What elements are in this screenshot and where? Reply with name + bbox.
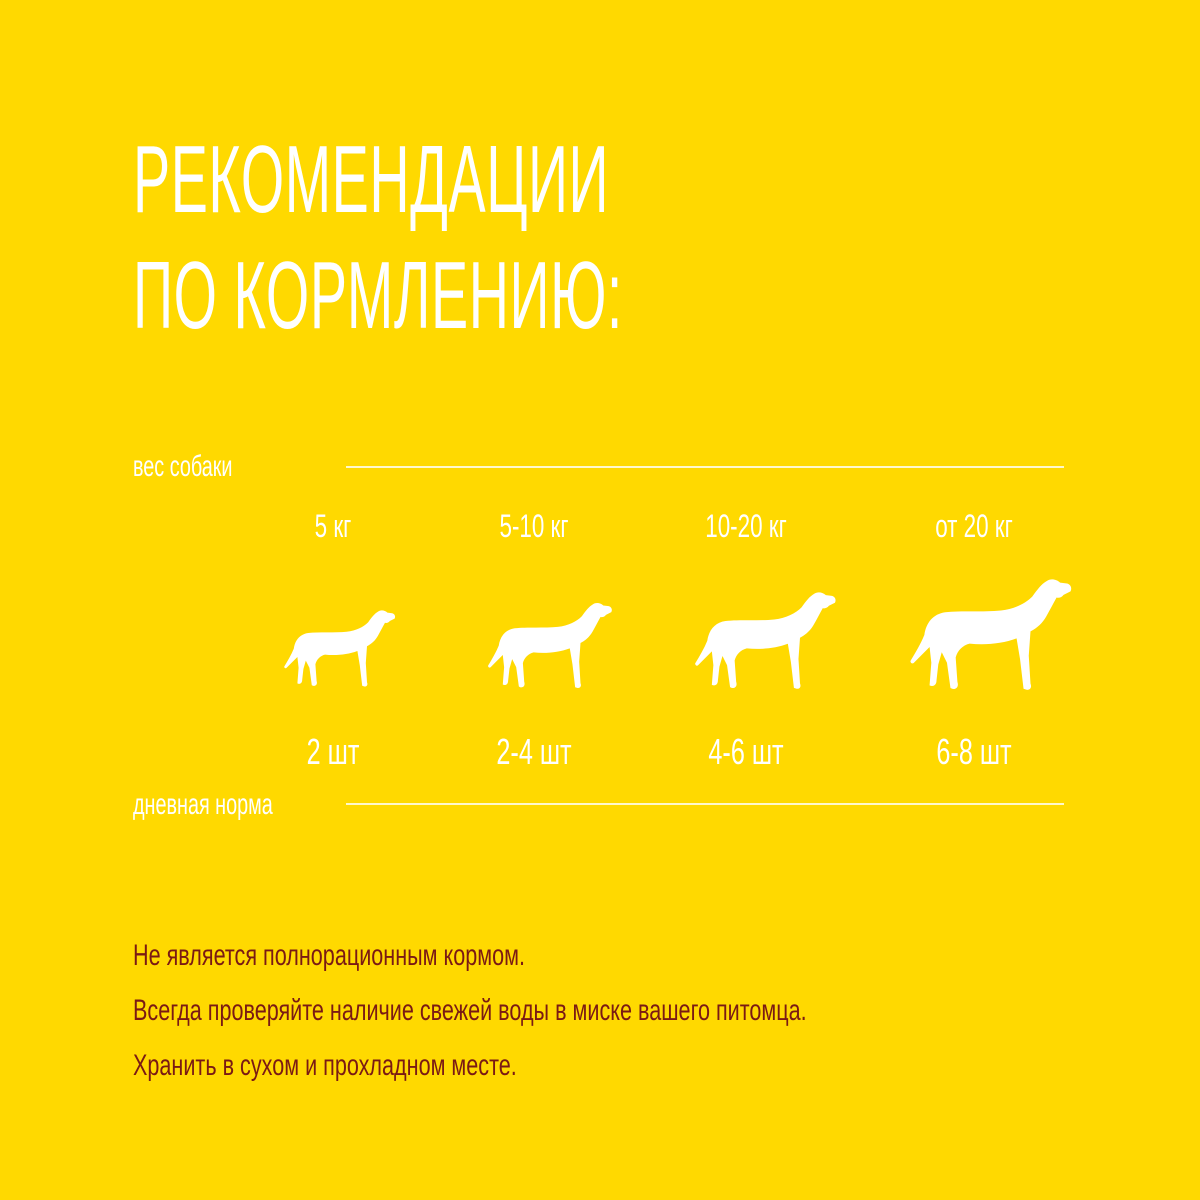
dog-silhouette-icon xyxy=(277,598,397,698)
daily-portion: 2 шт xyxy=(306,731,360,772)
note-line: Хранить в сухом и прохладном месте. xyxy=(133,1049,517,1082)
dog-weight: от 20 кг xyxy=(935,508,1013,544)
daily-portion: 4-6 шт xyxy=(708,731,784,772)
daily-norm-divider xyxy=(346,803,1064,805)
dog-silhouette-icon xyxy=(900,566,1074,702)
daily-portion: 2-4 шт xyxy=(496,731,572,772)
weight-row-label: вес собаки xyxy=(133,450,233,483)
note-line: Не является полнорационным кормом. xyxy=(133,939,525,972)
feeding-notes xyxy=(133,928,1069,1093)
dog-weight: 5-10 кг xyxy=(499,508,569,544)
dog-weight: 5 кг xyxy=(314,508,352,544)
page-title-line-1: РЕКОМЕНДАЦИИ xyxy=(133,126,610,233)
daily-portion: 6-8 шт xyxy=(936,731,1012,772)
dog-silhouette-icon xyxy=(686,580,838,700)
dog-weight: 10-20 кг xyxy=(705,508,787,544)
note-line: Всегда проверяйте наличие свежей воды в миске вашего питомца. xyxy=(133,994,807,1027)
daily-norm-row-label: дневная норма xyxy=(133,788,273,821)
dog-silhouette-icon xyxy=(480,592,614,698)
page-title-line-2: ПО КОРМЛЕНИЮ: xyxy=(133,242,623,349)
